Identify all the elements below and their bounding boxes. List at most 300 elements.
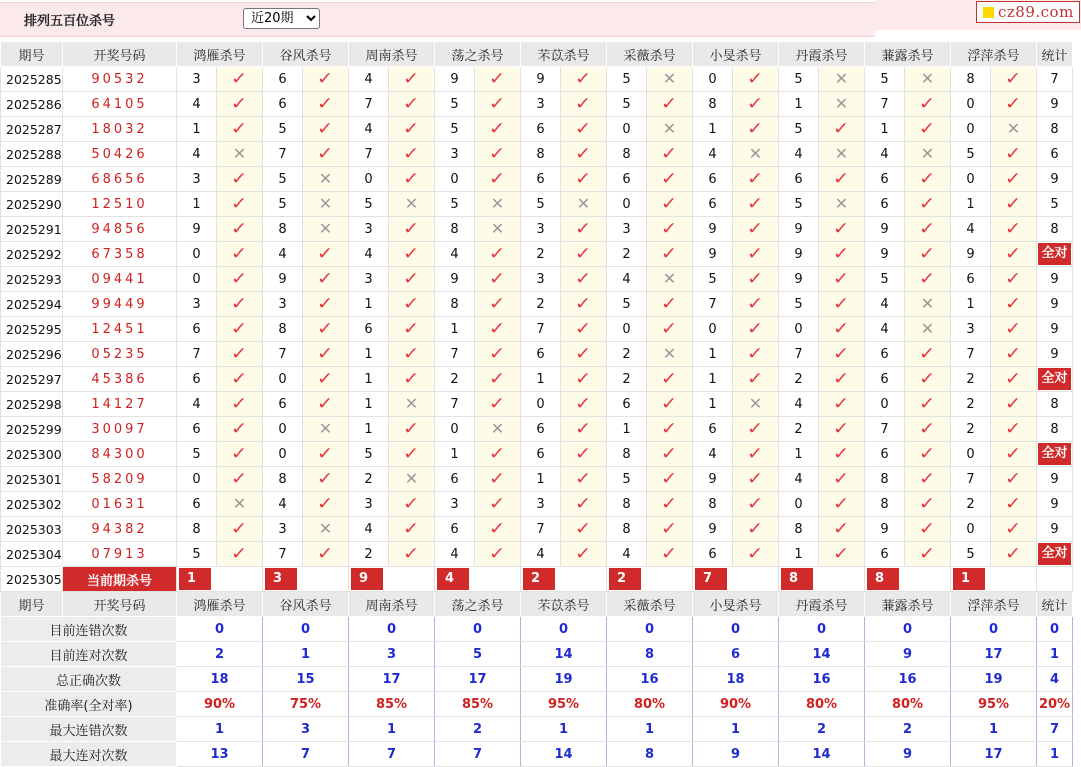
cross-mark-icon: ✕ [662, 343, 677, 363]
kill-number-cell: 9 [435, 67, 475, 92]
check-mark-icon: ✓ [317, 368, 334, 389]
stats-value: 14 [779, 642, 865, 667]
count-cell [1037, 342, 1073, 367]
kill-number-cell: 2 [349, 542, 389, 567]
check-mark-icon: ✓ [575, 68, 592, 89]
hit-cell [475, 267, 521, 292]
issue-cell: 2025295 [1, 317, 63, 342]
hit-cell [991, 467, 1037, 492]
check-mark-icon: ✓ [231, 68, 248, 89]
miss-cell [561, 192, 607, 217]
hit-cell [475, 392, 521, 417]
kill-number-cell: 6 [177, 492, 217, 517]
miss-cell [733, 142, 779, 167]
kill-number-cell: 1 [349, 292, 389, 317]
table-row [1, 292, 1073, 317]
kill-number-cell: 4 [693, 142, 733, 167]
kill-number-cell: 1 [779, 92, 819, 117]
count-value: 9 [1050, 296, 1059, 312]
kill-number-cell: 0 [951, 442, 991, 467]
check-mark-icon: ✓ [317, 343, 334, 364]
stats-value: 0 [779, 617, 865, 642]
check-mark-icon: ✓ [489, 118, 506, 139]
hit-cell [905, 517, 951, 542]
kill-number-cell: 2 [951, 417, 991, 442]
hit-cell [733, 192, 779, 217]
hit-cell [991, 317, 1037, 342]
check-mark-icon: ✓ [919, 343, 936, 364]
hit-cell [991, 392, 1037, 417]
stats-value: 0 [177, 617, 263, 642]
kill-number-cell: 6 [693, 417, 733, 442]
kill-number-cell: 5 [349, 442, 389, 467]
hit-cell [389, 167, 435, 192]
table-row [1, 67, 1073, 92]
hit-cell [303, 317, 349, 342]
kill-number-cell: 1 [349, 417, 389, 442]
check-mark-icon: ✓ [1005, 168, 1022, 189]
hit-cell [991, 292, 1037, 317]
hit-cell [303, 117, 349, 142]
kill-number-cell: 6 [263, 92, 303, 117]
kill-number-cell: 6 [177, 317, 217, 342]
count-value: 8 [1050, 396, 1059, 412]
miss-cell [303, 417, 349, 442]
stats-label: 最大连对次数 [1, 742, 177, 767]
hit-cell [561, 367, 607, 392]
all-correct-badge: 全对 [1038, 443, 1070, 465]
hit-cell [389, 67, 435, 92]
hit-cell [819, 492, 865, 517]
miss-cell [647, 342, 693, 367]
kill-number-cell: 6 [521, 417, 561, 442]
cross-mark-icon: ✕ [318, 418, 333, 438]
check-mark-icon: ✓ [231, 393, 248, 414]
kill-number-cell: 1 [693, 367, 733, 392]
issue-cell: 2025299 [1, 417, 63, 442]
check-mark-icon: ✓ [403, 543, 420, 564]
hit-cell [647, 142, 693, 167]
current-kill-cell [951, 567, 1037, 592]
issue-cell: 2025293 [1, 267, 63, 292]
kill-number-cell: 6 [693, 542, 733, 567]
current-kill-label: 当前期杀号 [63, 567, 177, 592]
check-mark-icon: ✓ [231, 193, 248, 214]
kill-number-cell: 8 [263, 467, 303, 492]
kill-number-cell: 1 [607, 417, 647, 442]
issue-cell: 2025292 [1, 242, 63, 267]
check-mark-icon: ✓ [747, 318, 764, 339]
hit-cell [647, 492, 693, 517]
hit-cell [561, 517, 607, 542]
stats-value: 7 [1037, 717, 1073, 742]
hit-cell [733, 517, 779, 542]
stats-value: 3 [263, 717, 349, 742]
kill-number-cell: 9 [779, 217, 819, 242]
count-cell [1037, 242, 1073, 267]
current-kill-number: 2 [609, 568, 641, 590]
check-mark-icon: ✓ [833, 218, 850, 239]
kill-number-cell: 6 [693, 192, 733, 217]
kill-number-cell: 1 [349, 392, 389, 417]
count-value: 9 [1050, 346, 1059, 362]
table-row [1, 492, 1073, 517]
stats-label: 目前连对次数 [1, 642, 177, 667]
check-mark-icon: ✓ [1005, 193, 1022, 214]
kill-number-cell: 1 [177, 117, 217, 142]
kill-number-cell: 7 [865, 417, 905, 442]
current-period-row [1, 567, 1073, 592]
stats-value: 14 [521, 742, 607, 767]
stats-value: 0 [435, 617, 521, 642]
check-mark-icon: ✓ [833, 243, 850, 264]
hit-cell [819, 442, 865, 467]
miss-cell [303, 517, 349, 542]
hit-cell [389, 542, 435, 567]
check-mark-icon: ✓ [317, 143, 334, 164]
hit-cell [905, 242, 951, 267]
hit-cell [303, 442, 349, 467]
stats-value: 14 [521, 642, 607, 667]
issue-cell: 2025286 [1, 92, 63, 117]
miss-cell [303, 192, 349, 217]
kill-number-cell: 6 [865, 542, 905, 567]
hit-cell [475, 342, 521, 367]
stats-value: 0 [349, 617, 435, 642]
kill-number-cell: 5 [607, 292, 647, 317]
kill-number-cell: 6 [779, 167, 819, 192]
kill-number-cell: 6 [607, 392, 647, 417]
kill-number-cell: 7 [263, 342, 303, 367]
kill-number-cell: 4 [693, 442, 733, 467]
hit-cell [733, 467, 779, 492]
hit-cell [733, 217, 779, 242]
issue-cell: 2025302 [1, 492, 63, 517]
col-header-draw: 开奖号码 [63, 592, 177, 617]
check-mark-icon: ✓ [231, 318, 248, 339]
count-cell [1037, 317, 1073, 342]
kill-number-cell: 5 [435, 117, 475, 142]
draw-number-cell: 30097 [63, 417, 177, 442]
stats-value: 17 [951, 742, 1037, 767]
check-mark-icon: ✓ [575, 493, 592, 514]
hit-cell [733, 417, 779, 442]
stats-row [1, 742, 1073, 767]
kill-number-cell: 5 [177, 542, 217, 567]
check-mark-icon: ✓ [661, 443, 678, 464]
check-mark-icon: ✓ [403, 143, 420, 164]
miss-cell [389, 392, 435, 417]
check-mark-icon: ✓ [1005, 93, 1022, 114]
check-mark-icon: ✓ [919, 443, 936, 464]
all-correct-badge: 全对 [1038, 368, 1070, 390]
draw-number-cell: 94382 [63, 517, 177, 542]
kill-number-cell: 5 [607, 467, 647, 492]
hit-cell [217, 467, 263, 492]
check-mark-icon: ✓ [403, 368, 420, 389]
hit-cell [475, 92, 521, 117]
hit-cell [389, 292, 435, 317]
check-mark-icon: ✓ [747, 218, 764, 239]
check-mark-icon: ✓ [1005, 368, 1022, 389]
check-mark-icon: ✓ [1005, 143, 1022, 164]
issue-cell: 2025300 [1, 442, 63, 467]
check-mark-icon: ✓ [403, 318, 420, 339]
hit-cell [647, 217, 693, 242]
count-cell [1037, 542, 1073, 567]
miss-cell [389, 192, 435, 217]
issue-cell: 2025288 [1, 142, 63, 167]
kill-number-cell: 2 [607, 367, 647, 392]
kill-number-cell: 6 [177, 367, 217, 392]
kill-number-cell: 4 [349, 242, 389, 267]
table-row [1, 417, 1073, 442]
kill-number-cell: 3 [263, 292, 303, 317]
period-select[interactable] [243, 8, 320, 29]
kill-number-cell: 3 [607, 217, 647, 242]
hit-cell [303, 467, 349, 492]
kill-number-cell: 0 [951, 92, 991, 117]
kill-number-cell: 7 [951, 342, 991, 367]
hit-cell [647, 542, 693, 567]
hit-cell [733, 342, 779, 367]
issue-cell: 2025298 [1, 392, 63, 417]
hit-cell [217, 167, 263, 192]
hit-cell [905, 417, 951, 442]
kill-number-cell: 7 [951, 467, 991, 492]
kill-number-cell: 5 [693, 267, 733, 292]
miss-cell [819, 67, 865, 92]
hit-cell [905, 442, 951, 467]
stats-row [1, 692, 1073, 717]
stats-value: 95% [521, 692, 607, 717]
issue-cell: 2025285 [1, 67, 63, 92]
cross-mark-icon: ✕ [662, 118, 677, 138]
current-kill-number: 9 [351, 568, 383, 590]
top-bar [0, 0, 1081, 37]
kill-number-cell: 5 [177, 442, 217, 467]
col-header-count: 统计 [1037, 592, 1073, 617]
kill-number-cell: 3 [177, 67, 217, 92]
table-row [1, 392, 1073, 417]
current-kill-number: 4 [437, 568, 469, 590]
stats-value: 80% [865, 692, 951, 717]
hit-cell [389, 342, 435, 367]
kill-number-cell: 6 [521, 442, 561, 467]
kill-number-cell: 3 [349, 492, 389, 517]
stats-value: 4 [1037, 667, 1073, 692]
kill-number-cell: 3 [349, 267, 389, 292]
hit-cell [303, 242, 349, 267]
hit-cell [475, 517, 521, 542]
check-mark-icon: ✓ [747, 68, 764, 89]
kill-number-cell: 3 [349, 217, 389, 242]
kill-number-cell: 0 [951, 517, 991, 542]
stats-value: 1 [177, 717, 263, 742]
check-mark-icon: ✓ [919, 518, 936, 539]
kill-number-cell: 5 [435, 92, 475, 117]
stats-value: 14 [779, 742, 865, 767]
hit-cell [647, 167, 693, 192]
hit-cell [905, 492, 951, 517]
site-logo[interactable] [976, 1, 1080, 23]
stats-value: 16 [779, 667, 865, 692]
check-mark-icon: ✓ [661, 193, 678, 214]
table-row [1, 92, 1073, 117]
kill-number-cell: 1 [435, 317, 475, 342]
hit-cell [561, 92, 607, 117]
hit-cell [647, 517, 693, 542]
check-mark-icon: ✓ [575, 268, 592, 289]
hit-cell [991, 367, 1037, 392]
kill-number-cell: 0 [865, 392, 905, 417]
hit-cell [733, 117, 779, 142]
current-kill-number: 8 [781, 568, 813, 590]
kill-number-cell: 2 [607, 342, 647, 367]
check-mark-icon: ✓ [317, 68, 334, 89]
stats-value: 16 [607, 667, 693, 692]
kill-number-cell: 6 [435, 517, 475, 542]
check-mark-icon: ✓ [747, 293, 764, 314]
table-row [1, 267, 1073, 292]
count-cell [1037, 267, 1073, 292]
count-value: 7 [1050, 71, 1059, 87]
kill-number-cell: 0 [177, 242, 217, 267]
kill-number-cell: 1 [779, 442, 819, 467]
hit-cell [475, 467, 521, 492]
draw-number-cell: 58209 [63, 467, 177, 492]
kill-number-cell: 4 [779, 142, 819, 167]
hit-cell [561, 417, 607, 442]
check-mark-icon: ✓ [489, 93, 506, 114]
stats-value: 2 [865, 717, 951, 742]
check-mark-icon: ✓ [919, 93, 936, 114]
miss-cell [475, 217, 521, 242]
hit-cell [647, 392, 693, 417]
check-mark-icon: ✓ [317, 443, 334, 464]
current-kill-cell [693, 567, 779, 592]
stats-row [1, 667, 1073, 692]
table-row [1, 467, 1073, 492]
check-mark-icon: ✓ [317, 293, 334, 314]
check-mark-icon: ✓ [661, 93, 678, 114]
check-mark-icon: ✓ [919, 243, 936, 264]
logo-square-icon [983, 7, 994, 18]
hit-cell [303, 342, 349, 367]
stats-value: 0 [607, 617, 693, 642]
check-mark-icon: ✓ [1005, 468, 1022, 489]
stats-value: 1 [1037, 742, 1073, 767]
stats-value: 1 [607, 717, 693, 742]
miss-cell [389, 467, 435, 492]
hit-cell [905, 467, 951, 492]
hit-cell [905, 217, 951, 242]
kill-number-cell: 5 [521, 192, 561, 217]
kill-number-cell: 7 [435, 342, 475, 367]
kill-number-cell: 3 [521, 217, 561, 242]
check-mark-icon: ✓ [747, 168, 764, 189]
kill-number-cell: 4 [349, 67, 389, 92]
current-kill-cell [349, 567, 435, 592]
miss-cell [905, 67, 951, 92]
kill-number-cell: 3 [435, 492, 475, 517]
check-mark-icon: ✓ [747, 468, 764, 489]
stats-row [1, 617, 1073, 642]
kill-number-cell: 6 [693, 167, 733, 192]
check-mark-icon: ✓ [919, 468, 936, 489]
kill-number-cell: 8 [435, 292, 475, 317]
hit-cell [647, 317, 693, 342]
check-mark-icon: ✓ [403, 268, 420, 289]
stats-value: 2 [435, 717, 521, 742]
kill-number-cell: 5 [349, 192, 389, 217]
draw-number-cell: 18032 [63, 117, 177, 142]
cross-mark-icon: ✕ [318, 168, 333, 188]
col-header-method: 鸿雁杀号 [177, 592, 263, 617]
kill-number-cell: 4 [607, 267, 647, 292]
count-cell [1037, 217, 1073, 242]
col-header-method: 丹霞杀号 [779, 592, 865, 617]
hit-cell [217, 267, 263, 292]
check-mark-icon: ✓ [403, 118, 420, 139]
check-mark-icon: ✓ [575, 218, 592, 239]
check-mark-icon: ✓ [747, 268, 764, 289]
stats-value: 1 [521, 717, 607, 742]
miss-cell [475, 192, 521, 217]
check-mark-icon: ✓ [403, 168, 420, 189]
check-mark-icon: ✓ [1005, 493, 1022, 514]
check-mark-icon: ✓ [575, 518, 592, 539]
kill-number-cell: 8 [263, 217, 303, 242]
check-mark-icon: ✓ [919, 118, 936, 139]
stats-value: 0 [263, 617, 349, 642]
check-mark-icon: ✓ [575, 393, 592, 414]
hit-cell [561, 342, 607, 367]
check-mark-icon: ✓ [747, 343, 764, 364]
kill-number-cell: 8 [607, 517, 647, 542]
check-mark-icon: ✓ [489, 318, 506, 339]
kill-number-cell: 5 [779, 192, 819, 217]
hit-cell [991, 442, 1037, 467]
kill-number-cell: 6 [865, 442, 905, 467]
check-mark-icon: ✓ [661, 168, 678, 189]
check-mark-icon: ✓ [403, 343, 420, 364]
kill-number-cell: 5 [865, 267, 905, 292]
stats-value: 0 [693, 617, 779, 642]
hit-cell [991, 542, 1037, 567]
stats-value: 0 [1037, 617, 1073, 642]
hit-cell [905, 167, 951, 192]
current-kill-cell [263, 567, 349, 592]
kill-number-cell: 3 [951, 317, 991, 342]
hit-cell [991, 267, 1037, 292]
miss-cell [217, 142, 263, 167]
hit-cell [991, 192, 1037, 217]
hit-cell [475, 542, 521, 567]
kill-number-cell: 5 [779, 67, 819, 92]
stats-value: 17 [349, 667, 435, 692]
hit-cell [647, 367, 693, 392]
cross-mark-icon: ✕ [920, 318, 935, 338]
cross-mark-icon: ✕ [490, 218, 505, 238]
hit-cell [647, 292, 693, 317]
hit-cell [389, 517, 435, 542]
hit-cell [303, 492, 349, 517]
hit-cell [819, 217, 865, 242]
kill-number-cell: 9 [435, 267, 475, 292]
hit-cell [389, 242, 435, 267]
kill-number-cell: 3 [263, 517, 303, 542]
